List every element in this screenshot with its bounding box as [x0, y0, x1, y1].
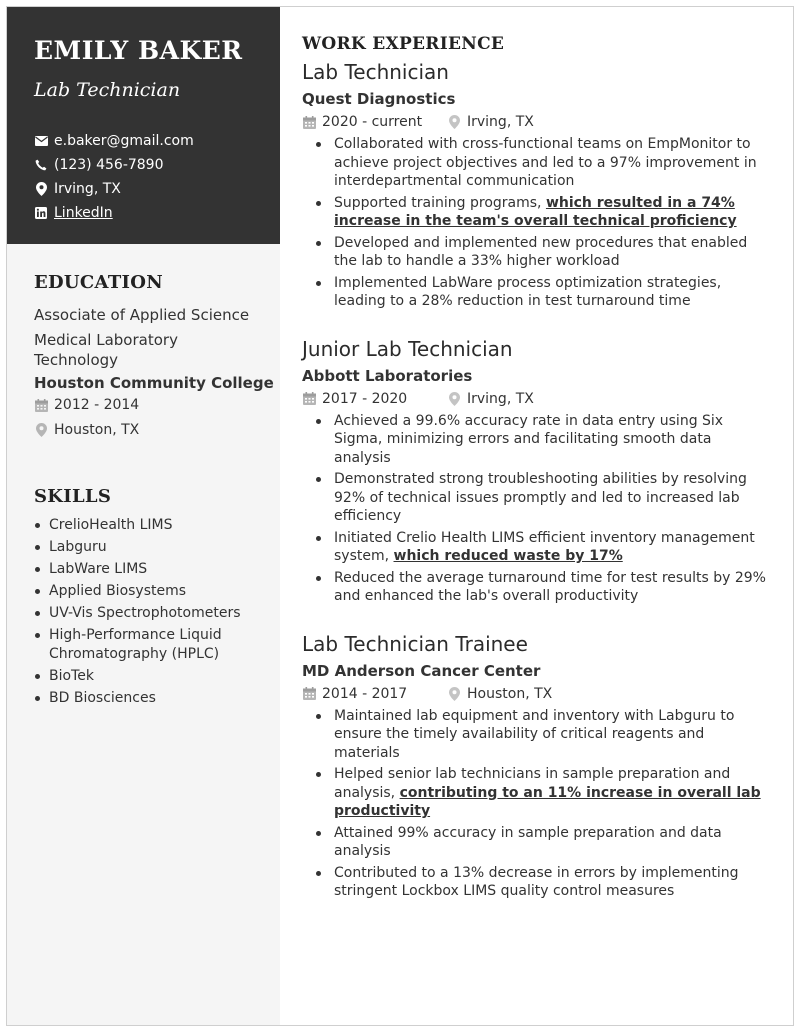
job-title: Junior Lab Technician — [302, 336, 513, 361]
job-dates-text: 2020 - current — [322, 114, 423, 130]
skill-item: Labguru — [34, 538, 274, 557]
education-field-line1: Medical Laboratory — [34, 331, 178, 349]
email-text[interactable]: e.baker@gmail.com — [54, 133, 194, 149]
bullet-text: Maintained lab equipment and inventory with Labguru to ensure the timely availability of critical reagents and materials — [334, 707, 735, 761]
bullet-text: Attained 99% accuracy in sample preparation and data analysis — [334, 824, 722, 859]
bullet-text: Contributed to a 13% decrease in errors by implementing stringent Lockbox LIMS quality control measures — [334, 864, 739, 899]
skill-item: BioTek — [34, 667, 274, 686]
skill-item: UV-Vis Spectrophotometers — [34, 604, 274, 623]
skill-item: CrelioHealth LIMS — [34, 516, 274, 535]
bullet-text: Reduced the average turnaround time for test results by 29% and enhanced the lab's overall productivity — [334, 569, 766, 604]
linkedin-link[interactable]: LinkedIn — [54, 205, 113, 221]
job-location-text: Houston, TX — [467, 685, 553, 702]
skill-item: LabWare LIMS — [34, 560, 274, 579]
bullet-text: Demonstrated strong troubleshooting abilities by resolving 92% of technical issues promptly and led to increased lab efficiency — [334, 471, 747, 524]
bullet-text: Developed and implemented new procedures that enabled the lab to handle a 33% higher workload — [334, 234, 748, 269]
skills-title: SKILLS — [34, 486, 112, 507]
bullet-text: Achieved a 99.6% accuracy rate in data entry using Six Sigma, minimizing errors and facilitating smooth data analysis — [334, 412, 724, 466]
bullet-text: Initiated Crelio Health LIMS efficient inventory management system, — [334, 529, 755, 564]
education-school: Houston Community College — [34, 374, 274, 392]
page-border — [6, 6, 794, 1026]
bullet-text: Collaborated with cross-functional teams on EmpMonitor to achieve project objectives and led to a 97% improvement in interdepartmental communication — [334, 136, 757, 189]
bullet-highlight: contributing to an 11% increase in overall lab productivity — [334, 784, 761, 819]
job-dates-text: 2014 - 2017 — [322, 685, 408, 702]
job-company: Abbott Laboratories — [302, 366, 473, 385]
education-degree: Associate of Applied Science — [34, 306, 250, 324]
candidate-name: EMILY BAKER — [34, 36, 243, 65]
job-location-text: Irving, TX — [467, 114, 534, 130]
bullet-text: Helped senior lab technicians in sample preparation and analysis, — [334, 766, 731, 801]
education-location-text: Houston, TX — [54, 422, 140, 438]
job-title: Lab Technician Trainee — [302, 631, 528, 656]
job-title: Lab Technician — [302, 60, 449, 84]
job-company: Quest Diagnostics — [302, 90, 456, 108]
skill-item: BD Biosciences — [34, 689, 274, 708]
job-company: MD Anderson Cancer Center — [302, 661, 541, 680]
bullet-text: Implemented LabWare process optimization strategies, leading to a 28% reduction in test turnaround time — [334, 274, 722, 309]
skill-item: High-Performance Liquid Chromatography (HPLC) — [34, 626, 274, 664]
education-field-line2: Technology — [34, 351, 119, 369]
bullet-highlight: which reduced waste by 17% — [393, 548, 623, 564]
work-experience-title: WORK EXPERIENCE — [302, 34, 505, 54]
bullet-highlight: which resulted in a 74% increase in the team's overall technical proficiency — [334, 194, 737, 229]
education-dates-text: 2012 - 2014 — [54, 397, 140, 413]
job-location-text: Irving, TX — [467, 390, 534, 407]
bullet-text: Supported training programs, — [334, 194, 546, 211]
location-text: Irving, TX — [54, 181, 121, 197]
education-title: EDUCATION — [34, 272, 163, 293]
candidate-role: Lab Technician — [34, 79, 181, 101]
phone-text[interactable]: (123) 456-7890 — [54, 157, 164, 173]
skill-item: Applied Biosystems — [34, 582, 274, 601]
job-dates-text: 2017 - 2020 — [322, 390, 408, 407]
